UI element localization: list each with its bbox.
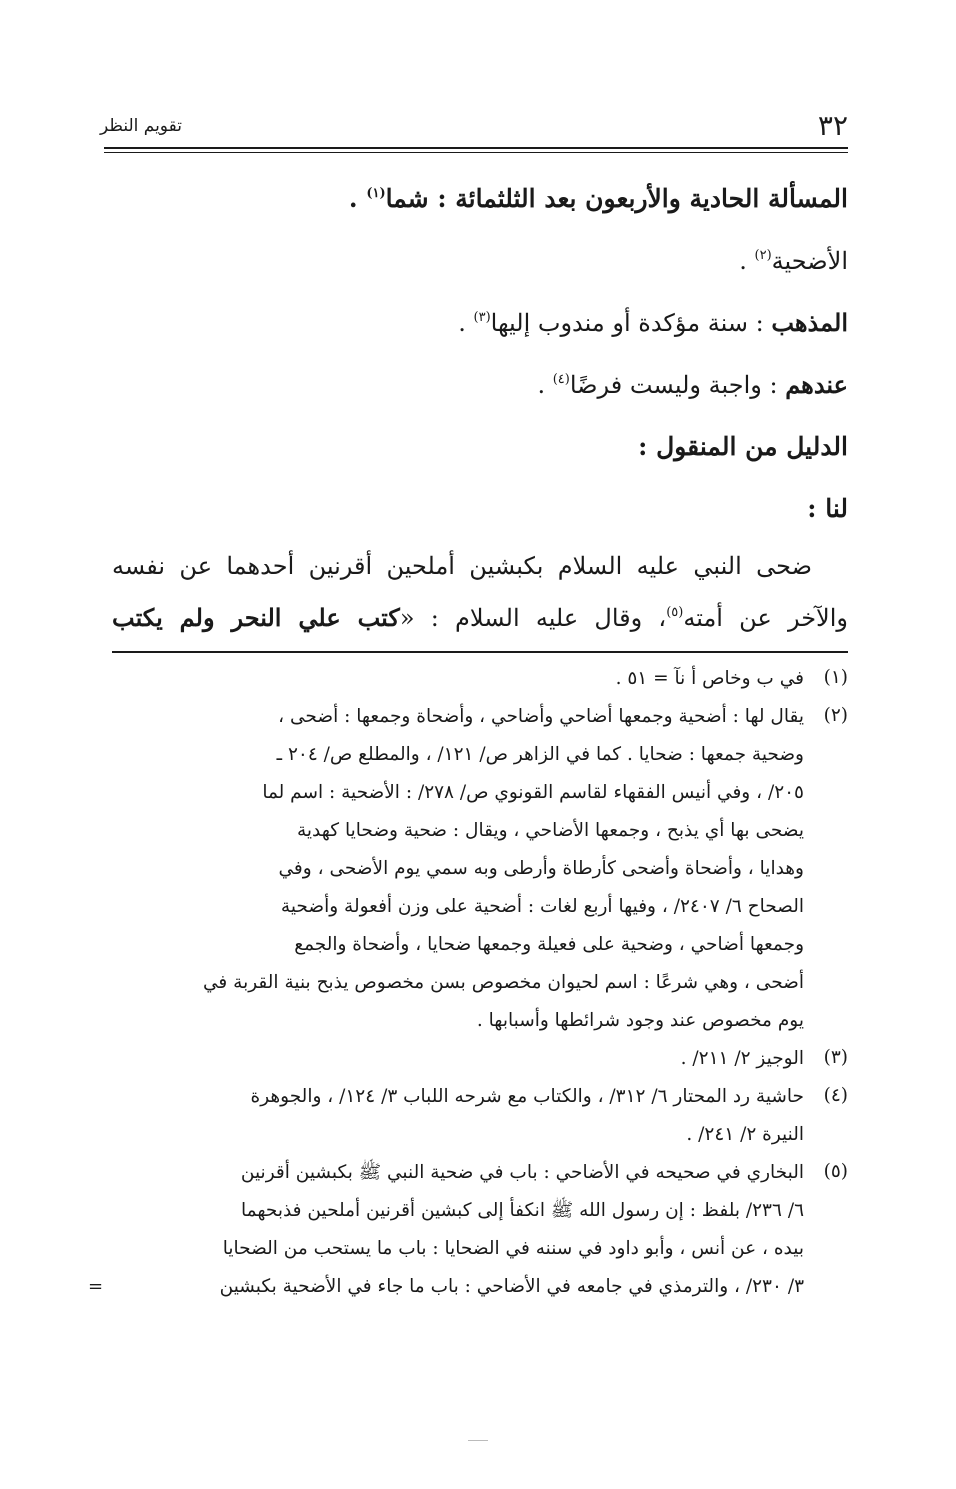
footnote-line: بيده ، عن أنس ، وأبو داود في سننه في الضحايا : باب ما يستحب من الضحايا [222,1238,804,1259]
footnote-ref-4[interactable]: (٤) [552,372,570,387]
footnote-number: (٤) [823,1085,848,1106]
page-header [100,108,848,148]
footnote-number: (١) [823,667,848,688]
indahum-label: عندهم [785,370,848,399]
footnote-line: يقال لها : أضحية وجمعها أضاحي وأضاحي ، وأضحاة وجمعها : أضحى ، [278,706,804,727]
running-title: تقويم النظر [100,116,182,136]
footnote-line: البخاري في صحيحه في الأضاحي : باب في ضحية النبي ﷺ بكبشين أقرنين [240,1162,804,1183]
hadith-quote: كتب علي النحر ولم يكتب [112,603,400,632]
footnote-line: يوم مخصوص عند وجود شرائطها وأسبابها . [476,1010,804,1031]
footnote-line: في ب وخاص أ نآ = ٥١ . [615,668,804,689]
footnote-number: (٥) [823,1161,848,1182]
indahum-line: عندهم : واجبة وليست فرضًا$^{(٤)}$ . [537,370,848,399]
footnote-line: النيرة ٢/ ٢٤١/ . [686,1124,804,1145]
footnote-line: ٣/ ٢٣٠/ ، والترمذي في جامعه في الأضاحي : باب ما جاء في الأضحية بكبشين [219,1276,804,1297]
evidence-paragraph [112,540,848,644]
lana-heading: لنا : [807,494,848,523]
footnote-line: الصحاح ٦/ ٢٤٠٧/ ، وفيها أربع لغات : أضحية على وزن أفعولة وأضحية [280,896,804,917]
madhhab-line: المذهب : سنة مؤكدة أو مندوب إليها$^{(٣)}$ . [458,308,848,337]
issue-heading: المسألة الحادية والأربعون بعد الثلثمائة : شما$^{(١)}$ . [348,184,848,213]
footnote-5 [88,1154,848,1306]
footnote-3 [100,1040,848,1078]
footnote-ref-5[interactable]: (٥) [666,605,684,620]
footnote-number: (٣) [823,1047,848,1068]
header-rule-thin [104,152,848,153]
footnote-line: أضحى ، وهي شرعًا : اسم لحيوان مخصوص بسن مخصوص يذبح بنية القربة في [203,972,804,993]
topic-line: الأضحية$^{(٢)}$ . [739,247,848,275]
footnote-line: وجمعها أضاحي ، وضحية على فعيلة وجمعها ضحايا ، وأضحاة والجمع [294,934,804,955]
footnote-line: ٢٠٥/ ، وفي أنيس الفقهاء لقاسم القونوي ص/ ٢٧٨/ : الأضحية : اسم لما [262,782,804,803]
footnote-line: حاشية رد المحتار ٦/ ٣١٢/ ، والكتاب مع شرحه اللباب ٣/ ١٢٤/ ، والجوهرة [250,1086,804,1107]
paragraph-line-1: ضحى النبي عليه السلام بكبشين أملحين أقرنين أحدهما عن نفسه [112,552,812,580]
evidence-heading: الدليل من المنقول : [638,432,848,461]
main-text [112,168,848,644]
footnote-ref-2[interactable]: (٢) [754,248,772,263]
footnote-ref-3[interactable]: (٣) [473,310,491,325]
page-number: ٣٢ [817,109,848,142]
paragraph-line-2: والآخر عن أمته$^{(٥)}$، وقال عليه السلام : «كتب علي النحر ولم يكتب [112,603,848,632]
footnote-line: يضحى بها أي يذبح ، وجمعها الأضاحي ، ويقال : ضحية وضحايا كهدية [296,820,804,841]
header-rule [104,147,848,149]
footnote-4 [100,1078,848,1154]
footnote-2 [100,698,848,1040]
bottom-mark [468,1440,488,1441]
madhhab-label: المذهب [771,308,848,337]
footnote-line: الوجيز ٢/ ٢١١/ . [680,1048,804,1069]
footnote-line: وهدايا ، وأضحاة وأضحى كأرطاة وأرطى وبه سمي يوم الأضحى ، وفي [278,858,804,879]
footnote-ref-1[interactable]: (١) [366,186,386,201]
footnote-separator [112,651,848,653]
footnotes [88,660,848,1306]
footnote-line: وضحية جمعها : ضحايا . كما في الزاهر ص/ ١٢١/ ، والمطلع ص/ ٢٠٤ ـ [276,744,804,765]
footnote-1 [100,660,848,698]
footnote-line: ٦/ ٢٣٦/ بلفظ : إن رسول الله ﷺ انكفأ إلى كبشين أقرنين أملحين فذبحهما [241,1200,804,1221]
footnote-number: (٢) [823,705,848,726]
continuation-mark: = [88,1276,104,1297]
